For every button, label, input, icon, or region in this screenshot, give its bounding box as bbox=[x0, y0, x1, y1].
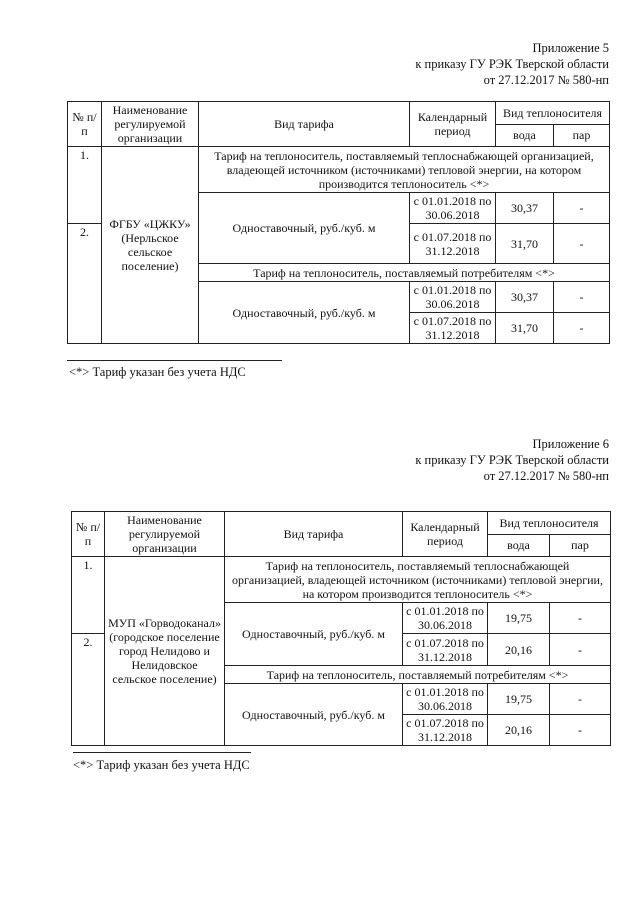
appendix6-tariff-table bbox=[71, 511, 611, 746]
col-header-tariff-type: Вид тарифа bbox=[199, 102, 410, 147]
col-header-water: вода bbox=[496, 124, 554, 147]
appendix6-title: Приложение 6 bbox=[532, 437, 609, 451]
period-h1: с 01.01.2018 по 30.06.2018 bbox=[410, 193, 496, 224]
section-consumer-tariff: Тариф на теплоноситель, поставляемый потребителям <*> bbox=[225, 666, 611, 684]
water-value: 31,70 bbox=[496, 224, 554, 264]
period-h2: с 01.07.2018 по 31.12.2018 bbox=[403, 634, 488, 666]
col-header-water: вода bbox=[488, 534, 550, 557]
col-header-period: Календарный период bbox=[403, 512, 488, 557]
steam-value: - bbox=[554, 282, 610, 313]
footnote-divider bbox=[67, 360, 282, 361]
col-header-period: Календарный период bbox=[410, 102, 496, 147]
appendix6-order-ref: к приказу ГУ РЭК Тверской области bbox=[415, 453, 609, 467]
col-header-carrier: Вид теплоносителя bbox=[496, 102, 610, 125]
rate-type: Одноставочный, руб./куб. м bbox=[225, 684, 403, 746]
rate-type: Одноставочный, руб./куб. м bbox=[225, 603, 403, 666]
section-supplier-tariff: Тариф на теплоноситель, поставляемый теплоснабжающей организацией, владеющей источником (источниками) тепловой энергии, на котором производится теплоноситель <*> bbox=[199, 147, 610, 193]
organization-name: ФГБУ «ЦЖКУ» (Нерльское сельское поселение) bbox=[102, 147, 199, 344]
period-h1: с 01.01.2018 по 30.06.2018 bbox=[403, 603, 488, 634]
steam-value: - bbox=[554, 313, 610, 344]
row-number-1: 1. bbox=[72, 557, 105, 634]
period-h1: с 01.01.2018 по 30.06.2018 bbox=[410, 282, 496, 313]
water-value: 19,75 bbox=[488, 603, 550, 634]
rate-type: Одноставочный, руб./куб. м bbox=[199, 282, 410, 344]
rate-type: Одноставочный, руб./куб. м bbox=[199, 193, 410, 264]
appendix5-header bbox=[415, 40, 609, 88]
water-value: 30,37 bbox=[496, 193, 554, 224]
col-header-number: № п/п bbox=[72, 512, 105, 557]
row-number-2: 2. bbox=[72, 634, 105, 746]
appendix5-order-ref: к приказу ГУ РЭК Тверской области bbox=[415, 57, 609, 71]
footnote-divider bbox=[73, 752, 251, 753]
steam-value: - bbox=[554, 193, 610, 224]
appendix6-order-date: от 27.12.2017 № 580-нп bbox=[483, 469, 609, 483]
col-header-steam: пар bbox=[550, 534, 611, 557]
water-value: 20,16 bbox=[488, 634, 550, 666]
appendix5-title: Приложение 5 bbox=[532, 41, 609, 55]
steam-value: - bbox=[550, 634, 611, 666]
water-value: 20,16 bbox=[488, 715, 550, 746]
section-supplier-tariff: Тариф на теплоноситель, поставляемый теплоснабжающей организацией, владеющей источником (источниками) тепловой энергии, на котором производится теплоноситель <*> bbox=[225, 557, 611, 603]
appendix6-footnote: <*> Тариф указан без учета НДС bbox=[73, 758, 250, 772]
period-h2: с 01.07.2018 по 31.12.2018 bbox=[410, 313, 496, 344]
steam-value: - bbox=[550, 603, 611, 634]
row-number-1: 1. bbox=[68, 147, 102, 224]
water-value: 31,70 bbox=[496, 313, 554, 344]
appendix6-header bbox=[415, 436, 609, 484]
period-h2: с 01.07.2018 по 31.12.2018 bbox=[403, 715, 488, 746]
steam-value: - bbox=[550, 715, 611, 746]
organization-name: МУП «Горводоканал» (городское поселение город Нелидово и Нелидовское сельское поселение) bbox=[105, 557, 225, 746]
steam-value: - bbox=[550, 684, 611, 715]
period-h2: с 01.07.2018 по 31.12.2018 bbox=[410, 224, 496, 264]
period-h1: с 01.01.2018 по 30.06.2018 bbox=[403, 684, 488, 715]
col-header-organization: Наименование регулируемой организации bbox=[102, 102, 199, 147]
steam-value: - bbox=[554, 224, 610, 264]
water-value: 19,75 bbox=[488, 684, 550, 715]
row-number-2: 2. bbox=[68, 224, 102, 344]
appendix5-order-date: от 27.12.2017 № 580-нп bbox=[483, 73, 609, 87]
col-header-organization: Наименование регулируемой организации bbox=[105, 512, 225, 557]
col-header-steam: пар bbox=[554, 124, 610, 147]
appendix5-footnote: <*> Тариф указан без учета НДС bbox=[69, 365, 246, 379]
col-header-carrier: Вид теплоносителя bbox=[488, 512, 611, 535]
col-header-number: № п/п bbox=[68, 102, 102, 147]
col-header-tariff-type: Вид тарифа bbox=[225, 512, 403, 557]
section-consumer-tariff: Тариф на теплоноситель, поставляемый потребителям <*> bbox=[199, 264, 610, 282]
appendix5-tariff-table bbox=[67, 101, 610, 344]
water-value: 30,37 bbox=[496, 282, 554, 313]
